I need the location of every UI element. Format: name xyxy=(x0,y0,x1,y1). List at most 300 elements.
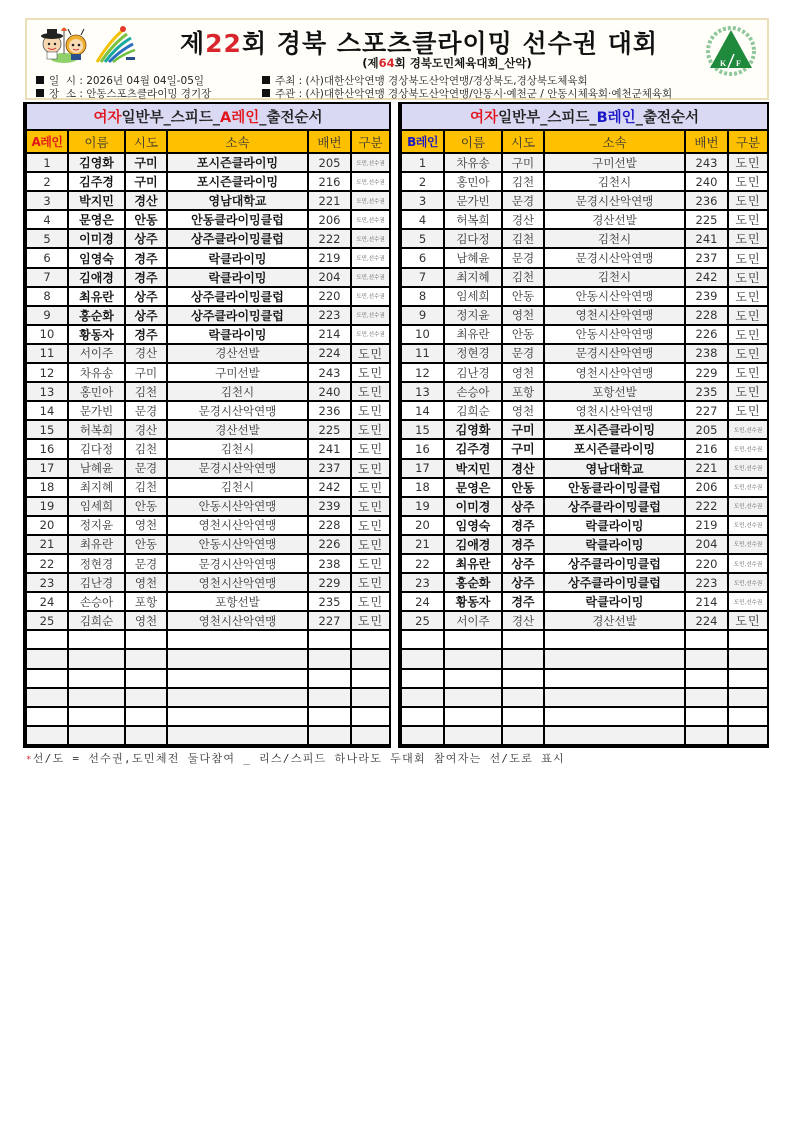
cell-bib-number: 229 xyxy=(685,363,728,382)
cell-category: 도민 xyxy=(728,325,768,344)
cell-team: 문경시산악연맹 xyxy=(167,554,308,573)
cell-bib-number: 239 xyxy=(308,497,351,516)
cell-category xyxy=(351,688,390,707)
cell-order-number: 1 xyxy=(401,153,444,172)
cell-team: 안동클라이밍클럽 xyxy=(544,478,685,497)
cell-order-number: 14 xyxy=(26,401,68,420)
cell-team: 영천시산악연맹 xyxy=(544,306,685,325)
table-row xyxy=(26,248,390,267)
cell-city: 구미 xyxy=(502,439,544,458)
cell-bib-number: 222 xyxy=(308,229,351,248)
cell-order-number: 20 xyxy=(401,516,444,535)
kf-federation-logo-icon xyxy=(705,24,757,76)
cell-team: 문경시산악연맹 xyxy=(167,401,308,420)
cell-category: 도민,선수권 xyxy=(351,210,390,229)
cell-city: 문경 xyxy=(125,554,167,573)
table-row xyxy=(26,630,390,649)
cell-category: 도민 xyxy=(351,344,390,363)
cell-order-number: 17 xyxy=(26,459,68,478)
cell-team: 김천시 xyxy=(544,229,685,248)
cell-category xyxy=(728,707,768,726)
cell-order-number xyxy=(26,669,68,688)
cell-bib-number xyxy=(308,688,351,707)
cell-order-number: 2 xyxy=(401,172,444,191)
cell-name: 차유송 xyxy=(68,363,125,382)
cell-bib-number: 238 xyxy=(685,344,728,363)
cell-name: 김영화 xyxy=(68,153,125,172)
cell-name: 김주경 xyxy=(68,172,125,191)
cell-order-number: 25 xyxy=(401,611,444,630)
cell-category xyxy=(728,630,768,649)
title-division: 일반부_스피드_ xyxy=(121,110,221,126)
cell-bib-number: 240 xyxy=(308,382,351,401)
table-row xyxy=(26,401,390,420)
table-row xyxy=(26,459,390,478)
cell-city: 구미 xyxy=(502,420,544,439)
cell-category: 도민 xyxy=(351,535,390,554)
cell-bib-number xyxy=(685,630,728,649)
cell-order-number: 4 xyxy=(401,210,444,229)
table-row xyxy=(26,172,390,191)
table-row xyxy=(26,363,390,382)
cell-name xyxy=(68,707,125,726)
table-row xyxy=(26,669,390,688)
cell-order-number: 7 xyxy=(26,268,68,287)
table-row xyxy=(26,344,390,363)
table-row xyxy=(401,439,768,458)
cell-name: 남혜윤 xyxy=(444,248,502,267)
title-end: _출전순서 xyxy=(259,110,323,126)
cell-name: 허복희 xyxy=(444,210,502,229)
cell-name: 홍민아 xyxy=(68,382,125,401)
cell-name: 정지윤 xyxy=(68,516,125,535)
cell-city xyxy=(125,688,167,707)
table-row xyxy=(401,554,768,573)
kf-letter-k: K xyxy=(720,59,727,68)
cell-name: 최지혜 xyxy=(68,478,125,497)
cell-city: 경주 xyxy=(502,516,544,535)
cell-order-number: 12 xyxy=(401,363,444,382)
cell-name: 이미경 xyxy=(68,229,125,248)
cell-city: 구미 xyxy=(502,153,544,172)
cell-team: 락클라이밍 xyxy=(544,592,685,611)
cell-name xyxy=(68,630,125,649)
square-bullet-icon xyxy=(36,76,44,84)
table-row xyxy=(401,344,768,363)
host-label: 주최 xyxy=(275,75,296,87)
cell-city: 경산 xyxy=(502,210,544,229)
cell-category: 도민 xyxy=(728,344,768,363)
cell-name: 남혜윤 xyxy=(68,459,125,478)
info-organizer xyxy=(262,86,672,101)
cell-bib-number: 235 xyxy=(308,592,351,611)
cell-order-number: 18 xyxy=(26,478,68,497)
cell-team: 문경시산악연맹 xyxy=(167,459,308,478)
table-row xyxy=(401,229,768,248)
cell-order-number: 8 xyxy=(26,287,68,306)
cell-team: 포시즌클라이밍 xyxy=(167,172,308,191)
cell-order-number xyxy=(401,630,444,649)
table-row xyxy=(401,191,768,210)
cell-bib-number xyxy=(685,649,728,668)
cell-order-number: 8 xyxy=(401,287,444,306)
cell-name: 임영숙 xyxy=(444,516,502,535)
table-row xyxy=(401,478,768,497)
cell-name: 차유송 xyxy=(444,153,502,172)
cell-team: 포시즌클라이밍 xyxy=(167,153,308,172)
cell-name xyxy=(68,649,125,668)
cell-team: 락클라이밍 xyxy=(167,268,308,287)
cell-bib-number: 216 xyxy=(308,172,351,191)
cell-name: 손승아 xyxy=(68,592,125,611)
cell-team xyxy=(167,630,308,649)
cell-order-number: 18 xyxy=(401,478,444,497)
cell-name xyxy=(444,630,502,649)
cell-city: 상주 xyxy=(125,287,167,306)
cell-order-number: 12 xyxy=(26,363,68,382)
cell-category: 도민,선수권 xyxy=(728,516,768,535)
cell-order-number xyxy=(401,707,444,726)
cell-city: 영천 xyxy=(125,611,167,630)
cell-category: 도민 xyxy=(351,401,390,420)
cell-team: 안동시산악연맹 xyxy=(167,535,308,554)
cell-name: 김애경 xyxy=(68,268,125,287)
cell-bib-number: 228 xyxy=(685,306,728,325)
table-row xyxy=(26,325,390,344)
cell-name: 임세희 xyxy=(444,287,502,306)
cell-city: 문경 xyxy=(502,344,544,363)
cell-category: 도민,선수권 xyxy=(728,535,768,554)
cell-category xyxy=(351,726,390,745)
cell-name xyxy=(444,726,502,745)
cell-city: 경주 xyxy=(125,268,167,287)
cell-order-number: 19 xyxy=(26,497,68,516)
cell-order-number: 15 xyxy=(401,420,444,439)
cell-city xyxy=(125,707,167,726)
lane-a-title-row xyxy=(26,104,390,130)
cell-order-number: 23 xyxy=(401,573,444,592)
cell-bib-number: 219 xyxy=(308,248,351,267)
cell-city: 안동 xyxy=(125,210,167,229)
cell-category: 도민,선수권 xyxy=(351,191,390,210)
cell-city: 문경 xyxy=(125,401,167,420)
cell-name: 김난경 xyxy=(444,363,502,382)
cell-team: 김천시 xyxy=(544,172,685,191)
cell-name: 서이주 xyxy=(68,344,125,363)
cell-category: 도민,선수권 xyxy=(351,153,390,172)
table-row xyxy=(26,592,390,611)
cell-bib-number: 241 xyxy=(685,229,728,248)
cell-team: 락클라이밍 xyxy=(167,325,308,344)
cell-name: 최유란 xyxy=(444,325,502,344)
info-venue xyxy=(36,86,211,101)
cell-bib-number: 224 xyxy=(685,611,728,630)
cell-bib-number: 238 xyxy=(308,554,351,573)
cell-order-number: 15 xyxy=(26,420,68,439)
cell-bib-number: 221 xyxy=(685,459,728,478)
table-row xyxy=(401,172,768,191)
cell-name: 손승아 xyxy=(444,382,502,401)
cell-team: 상주클라이밍클럽 xyxy=(167,287,308,306)
cell-name: 문가빈 xyxy=(444,191,502,210)
cell-bib-number: 236 xyxy=(308,401,351,420)
cell-category: 도민 xyxy=(351,382,390,401)
cell-category: 도민 xyxy=(728,229,768,248)
cell-category: 도민 xyxy=(351,592,390,611)
cell-name: 이미경 xyxy=(444,497,502,516)
table-row xyxy=(26,707,390,726)
cell-order-number: 16 xyxy=(26,439,68,458)
cell-category xyxy=(351,649,390,668)
cell-team xyxy=(544,726,685,745)
cell-name: 홍순화 xyxy=(68,306,125,325)
cell-city: 상주 xyxy=(502,573,544,592)
cell-bib-number: 242 xyxy=(308,478,351,497)
cell-category: 도민,선수권 xyxy=(728,478,768,497)
cell-bib-number: 223 xyxy=(308,306,351,325)
col-header-team: 소속 xyxy=(167,130,308,153)
cell-category: 도민 xyxy=(351,573,390,592)
cell-city xyxy=(125,630,167,649)
cell-bib-number: 220 xyxy=(308,287,351,306)
table-row xyxy=(26,420,390,439)
cell-team: 경산선발 xyxy=(167,420,308,439)
cell-team: 김천시 xyxy=(167,478,308,497)
cell-bib-number: 206 xyxy=(308,210,351,229)
cell-name: 황동자 xyxy=(68,325,125,344)
event-header xyxy=(25,18,769,100)
cell-team: 김천시 xyxy=(544,268,685,287)
cell-order-number xyxy=(401,649,444,668)
table-row xyxy=(401,688,768,707)
table-row xyxy=(401,497,768,516)
cell-category: 도민,선수권 xyxy=(728,592,768,611)
cell-city: 안동 xyxy=(502,287,544,306)
cell-bib-number: 241 xyxy=(308,439,351,458)
cell-city: 김천 xyxy=(502,268,544,287)
cell-order-number xyxy=(401,688,444,707)
cell-category: 도민 xyxy=(728,153,768,172)
table-row xyxy=(401,363,768,382)
cell-name: 최지혜 xyxy=(444,268,502,287)
cell-team: 영천시산악연맹 xyxy=(544,363,685,382)
cell-team: 상주클라이밍클럽 xyxy=(167,229,308,248)
cell-bib-number: 204 xyxy=(308,268,351,287)
cell-city xyxy=(125,649,167,668)
table-row xyxy=(26,229,390,248)
cell-bib-number: 225 xyxy=(308,420,351,439)
subtitle-open: (제 xyxy=(362,56,379,70)
table-row xyxy=(401,516,768,535)
cell-order-number: 10 xyxy=(401,325,444,344)
title-lane: B레인 xyxy=(596,110,636,126)
cell-team: 상주클라이밍클럽 xyxy=(167,306,308,325)
cell-bib-number: 219 xyxy=(685,516,728,535)
date-value: : 2026년 04월 04일-05일 xyxy=(79,75,205,87)
cell-name xyxy=(444,688,502,707)
table-row xyxy=(401,248,768,267)
cell-category xyxy=(351,630,390,649)
date-label: 일 시 xyxy=(49,75,76,87)
cell-category: 도민,선수권 xyxy=(351,287,390,306)
cell-city xyxy=(502,669,544,688)
cell-team xyxy=(544,630,685,649)
cell-city xyxy=(502,630,544,649)
cell-bib-number: 214 xyxy=(685,592,728,611)
cell-name: 박지민 xyxy=(444,459,502,478)
cell-city: 경주 xyxy=(502,592,544,611)
cell-bib-number: 222 xyxy=(685,497,728,516)
table-row xyxy=(26,478,390,497)
table-row xyxy=(26,573,390,592)
cell-team: 경산선발 xyxy=(167,344,308,363)
table-row xyxy=(401,306,768,325)
subtitle-rest: 회 경북도민체육대회_산악) xyxy=(394,56,532,70)
cell-order-number: 7 xyxy=(401,268,444,287)
table-row xyxy=(401,420,768,439)
cell-order-number: 11 xyxy=(401,344,444,363)
cell-category: 도민,선수권 xyxy=(351,268,390,287)
cell-category: 도민 xyxy=(351,439,390,458)
lane-a-header-row xyxy=(26,130,390,153)
cell-bib-number xyxy=(685,707,728,726)
cell-city: 포항 xyxy=(502,382,544,401)
table-row xyxy=(401,535,768,554)
cell-bib-number: 216 xyxy=(685,439,728,458)
table-row xyxy=(26,726,390,745)
lane-b-body xyxy=(401,153,768,745)
cell-city: 상주 xyxy=(125,306,167,325)
table-row xyxy=(401,611,768,630)
table-row xyxy=(26,554,390,573)
footnote xyxy=(26,750,565,766)
cell-city xyxy=(502,649,544,668)
cell-bib-number: 220 xyxy=(685,554,728,573)
cell-bib-number: 224 xyxy=(308,344,351,363)
table-row xyxy=(401,268,768,287)
sub-title xyxy=(297,55,597,71)
cell-team: 문경시산악연맹 xyxy=(544,191,685,210)
table-row xyxy=(26,306,390,325)
lane-a-table xyxy=(25,104,391,746)
cell-name: 임영숙 xyxy=(68,248,125,267)
cell-order-number: 6 xyxy=(401,248,444,267)
cell-city: 안동 xyxy=(502,325,544,344)
footnote-text: 선/도 = 선수권,도민체전 둘다참여 _ 리스/스피드 하나라도 두대회 참여자는 선/도로 표시 xyxy=(32,752,565,765)
col-header-name: 이름 xyxy=(444,130,502,153)
cell-category: 도민,선수권 xyxy=(728,459,768,478)
cell-bib-number: 237 xyxy=(685,248,728,267)
cell-category xyxy=(728,688,768,707)
cell-order-number: 13 xyxy=(401,382,444,401)
col-header-team: 소속 xyxy=(544,130,685,153)
cell-order-number xyxy=(26,726,68,745)
cell-bib-number: 223 xyxy=(685,573,728,592)
table-row xyxy=(401,726,768,745)
host-value: : (사)대한산악연맹 경상북도산악연맹/경상북도,경상북도체육회 xyxy=(298,75,588,87)
cell-team: 영천시산악연맹 xyxy=(167,516,308,535)
title-division: 일반부_스피드_ xyxy=(498,110,597,126)
cell-order-number xyxy=(401,669,444,688)
cell-bib-number xyxy=(308,630,351,649)
cell-order-number: 23 xyxy=(26,573,68,592)
cell-bib-number: 227 xyxy=(685,401,728,420)
cell-category: 도민 xyxy=(728,191,768,210)
cell-city xyxy=(502,688,544,707)
cell-order-number: 1 xyxy=(26,153,68,172)
cell-bib-number: 239 xyxy=(685,287,728,306)
cell-category: 도민 xyxy=(351,420,390,439)
table-row xyxy=(26,516,390,535)
cell-bib-number: 205 xyxy=(685,420,728,439)
cell-bib-number: 235 xyxy=(685,382,728,401)
lane-b-title xyxy=(401,104,768,130)
cell-category: 도민,선수권 xyxy=(351,306,390,325)
cell-category: 도민,선수권 xyxy=(728,497,768,516)
cell-order-number xyxy=(26,630,68,649)
cell-order-number xyxy=(26,649,68,668)
cell-city: 김천 xyxy=(125,478,167,497)
cell-category: 도민 xyxy=(351,516,390,535)
table-row xyxy=(401,707,768,726)
cell-name: 최유란 xyxy=(444,554,502,573)
cell-team: 안동시산악연맹 xyxy=(544,287,685,306)
cell-team xyxy=(544,707,685,726)
title-gender: 여자 xyxy=(93,110,122,126)
cell-city: 경산 xyxy=(502,611,544,630)
cell-category xyxy=(728,669,768,688)
cell-order-number: 3 xyxy=(401,191,444,210)
cell-category: 도민,선수권 xyxy=(728,554,768,573)
cell-city: 상주 xyxy=(502,554,544,573)
lane-b-title-row xyxy=(401,104,768,130)
cell-category: 도민 xyxy=(351,611,390,630)
cell-category xyxy=(728,726,768,745)
cell-bib-number: 237 xyxy=(308,459,351,478)
table-row xyxy=(26,191,390,210)
cell-team: 락클라이밍 xyxy=(544,535,685,554)
cell-team: 영천시산악연맹 xyxy=(167,573,308,592)
col-header-city: 시도 xyxy=(502,130,544,153)
cell-team: 포시즌클라이밍 xyxy=(544,439,685,458)
cell-team: 안동시산악연맹 xyxy=(544,325,685,344)
cell-category: 도민 xyxy=(728,401,768,420)
cell-city: 영천 xyxy=(125,516,167,535)
table-row xyxy=(26,535,390,554)
title-prefix: 제 xyxy=(179,29,206,58)
organizer-label: 주관 xyxy=(275,88,296,100)
col-header-name: 이름 xyxy=(68,130,125,153)
cell-team: 영천시산악연맹 xyxy=(544,401,685,420)
cell-bib-number: 205 xyxy=(308,153,351,172)
cell-name: 김희순 xyxy=(444,401,502,420)
cell-bib-number xyxy=(685,688,728,707)
subtitle-edition-number: 64 xyxy=(378,56,395,70)
cell-bib-number: 236 xyxy=(685,191,728,210)
cell-bib-number: 242 xyxy=(685,268,728,287)
cell-category: 도민 xyxy=(728,172,768,191)
table-row xyxy=(26,382,390,401)
table-row xyxy=(26,649,390,668)
cell-category: 도민,선수권 xyxy=(351,172,390,191)
cell-order-number: 22 xyxy=(26,554,68,573)
lane-b-table xyxy=(400,104,769,746)
cell-city: 안동 xyxy=(125,497,167,516)
cell-category: 도민,선수권 xyxy=(728,439,768,458)
cell-city: 경산 xyxy=(125,191,167,210)
cell-category: 도민 xyxy=(728,382,768,401)
cell-name xyxy=(444,707,502,726)
